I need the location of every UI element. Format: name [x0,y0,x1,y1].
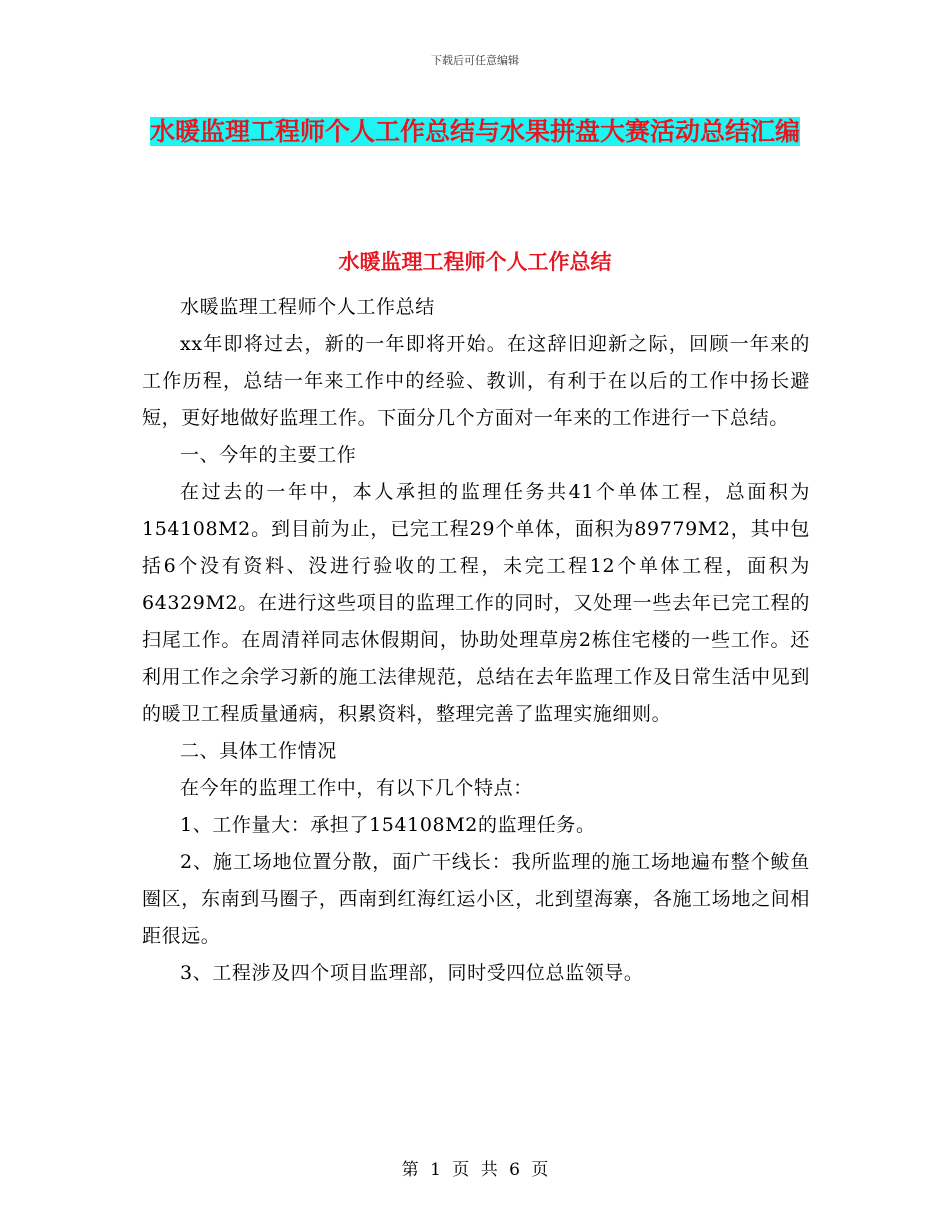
paragraph: 1、工作量大：承担了154108M2的监理任务。 [180,814,596,836]
page-footer: 第 1 页 共 6 页 [401,1160,549,1180]
paragraph: 一、今年的主要工作 [180,444,357,466]
paragraph: 2、施工场地位置分散，面广干线长：我所监理的施工场地遍布整个鲅鱼圈区，东南到马圈子，西南到红海红运小区，北到望海寨，各施工场地之间相距很远。 [142,851,810,947]
section-title: 水暖监理工程师个人工作总结 [338,250,612,274]
page-header-note: 下载后可任意编辑 [431,54,519,67]
paragraph: 水暖监理工程师个人工作总结 [180,296,435,318]
paragraph: 3、工程涉及四个项目监理部，同时受四位总监领导。 [180,962,644,984]
paragraph: xx年即将过去，新的一年即将开始。在这辞旧迎新之际，回顾一年来的工作历程，总结一年来工作中的经验、教训，有利于在以后的工作中扬长避短，更好地做好监理工作。下面分几个方面对一年来的工作进行一下总结。 [142,333,810,429]
paragraph: 在今年的监理工作中，有以下几个特点： [180,777,533,799]
paragraph: 在过去的一年中，本人承担的监理任务共41个单体工程，总面积为154108M2。到目前为止，已完工程29个单体，面积为89779M2，其中包括6个没有资料、没进行验收的工程，未完工程12个单体工程，面积为64329M2。在进行这些项目的监理工作的同时，又处理一些去年已完工程的扫尾工作。在周清祥同志休假期间，协助处理草房2栋住宅楼的一些工作。还利用工作之余学习新的施工法律规范，总结在去年监理工作及日常生活中见到的暖卫工程质量通病，积累资料，整理完善了监理实施细则。 [142,481,810,725]
document-title-text: 水暖监理工程师个人工作总结与水果拼盘大赛活动总结汇编 [149,117,800,146]
paragraph: 二、具体工作情况 [180,740,337,762]
document-title [140,108,810,156]
document-body [142,289,810,992]
